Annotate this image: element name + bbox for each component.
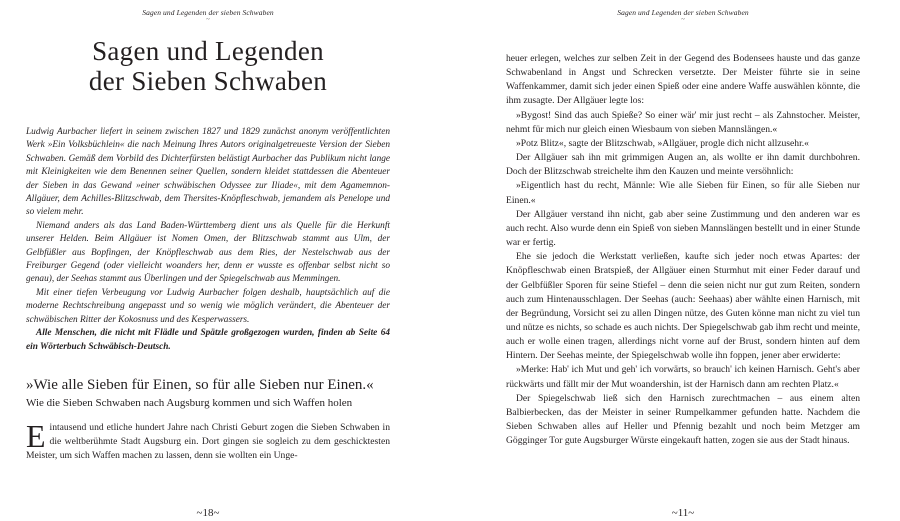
page-number: ~18~: [196, 507, 220, 519]
ornament: ~: [681, 17, 685, 23]
right-page: [450, 0, 900, 521]
intro-paragraph: Alle Menschen, die nicht mit Flädle und Spätzle großgezogen wurden, finden ab Seite 64 ein Wörterbuch Schwäbisch-Deutsch.: [26, 328, 390, 352]
title-line-1: Sagen und Legenden: [92, 36, 324, 66]
intro-paragraph: Mit einer tiefen Verbeugung vor Ludwig Aurbacher folgen deshalb, hauptsächlich auf die moderne Rechtschreibung angepasst und so wenig wie möglich verändert, die Abenteuer der schwäbischen Ritter der Kokosnuss und des Kesperwassers.: [26, 287, 390, 325]
drop-cap: E: [26, 417, 46, 454]
body-paragraph: Der Allgäuer verstand ihn nicht, gab aber seine Zustimmung und den anderen war es auch recht. Also wurde denn ein Spieß von sieben Mannslängen bestellt und in einer Stunde war er fertig.: [506, 208, 860, 249]
intro-paragraph: Niemand anders als das Land Baden-Württemberg dient uns als Quelle für die Herkunft unserer Helden. Beim Allgäuer ist Nomen Omen, der Blitzschwab stammt aus Ulm, der Gelbfüßler aus Bopfingen, der Knöpfleschwab aus dem Ries, der Nestelschwab aus der Freiburger Gegend (oder vielleicht woanders her, denn er wusste es offenbar selbst nicht so genau), der Seehas stammt aus Überlingen und der Spiegelschwab aus Memmingen.: [26, 220, 390, 285]
body-paragraph: Der Spiegelschwab ließ sich den Harnisch zurechtmachen – aus einem alten Balbierbecken, das der Meister in seiner Rumpelkammer gefunden hatte. Nachdem die Sieben Schwaben alles auf Heller und Pfennig bezahlt und noch beim Metzger am Gögginger Tor gute Augsburger Würste eingekauft hatten, zogen sie aus der Stadt hinaus.: [506, 392, 860, 447]
ornament: ~: [206, 17, 210, 23]
chapter-subtitle: Wie die Sieben Schwaben nach Augsburg kommen und sich Waffen holen: [26, 396, 353, 409]
running-head: Sagen und Legenden der sieben Schwaben: [617, 8, 749, 17]
story-paragraph-text: intausend und etliche hundert Jahre nach Christi Geburt zogen die Sieben Schwaben in die weltberühmte Stadt Augsburg ein. Dort gingen sie sogleich zu dem geschicktesten Meister, um sich Waffen machen zu lassen, denn sie wollten ein Unge-: [26, 421, 390, 462]
body-paragraph: heuer erlegen, welches zur selben Zeit in der Gegend des Bodensees hauste und das ganze Schwabenland in Angst und Schrecken versetzte. Der Meister führte sie in seine Waffenkammer, damit sich jeder einen Spieß oder eine andere Waffe auswählen könnte, die ihm zusagte. Der Allgäuer legte los:: [506, 53, 860, 107]
body-paragraph: Der Allgäuer sah ihn mit grimmigen Augen an, als wollte er ihn damit durchbohren. Doch der Blitzschwab streichelte ihm den Kauzen und meinte versöhnlich:: [506, 152, 860, 178]
page-title: [26, 36, 390, 96]
intro-paragraph: Ludwig Aurbacher liefert in seinem zwischen 1827 und 1829 zunächst anonym veröffentlichten Werk »Ein Volksbüchlein« die nach Meinung Ihres Autors originalgetreueste Version der Sieben Schwaben. Gemäß dem Vorbild des Dichterfürsten belästigt Aurbacher das Publikum nicht lange mit Kleinigkeiten wie dem Benennen seiner Quellen, sondern kleidet stattdessen die Abenteuer der Sieben in das Gewand »einer schwäbischen Odyssee zur Iliade«, mit dem Agamemnon-Allgäuer, dem Achilles-Blitzschwab, dem Thersites-Knöpfleschwab, jemandem als Penelope und so vielem mehr.: [26, 127, 390, 218]
body-paragraph: »Bygost! Sind das auch Spieße? So einer wär' mir just recht – als Zahnstocher. Meister, nehmt für mich nur gleich einen Wiesbaum von sieben Mannslängen.«: [506, 109, 860, 135]
intro-text: [26, 126, 390, 354]
title-line-2: der Sieben Schwaben: [88, 66, 328, 96]
body-paragraph: »Eigentlich hast du recht, Männle: Wie alle Sieben für Einen, so für alle Sieben nur Einen.«: [506, 180, 860, 206]
body-text: [506, 52, 860, 448]
body-paragraph: Ehe sie jedoch die Werkstatt verließen, kaufte sich jeder noch etwas Apartes: der Knöpfleschwab einen Bratspieß, der Allgäuer einen Sturmhut mit einer Feder darauf und der Gelbfüßler Sporen für seine Stiefel – denn die seien nicht nur gut zum Reiten, sondern auch zum Hintenausschlagen. Der Seehas (auch: Seehaas) aber wählte einen Harnisch, mit der Begründung, Vorsicht sei zu allen Dingen nütze, des Guten könne man nicht zu viel tun und nütze es nichts, so schade es auch nichts. Der Spiegelschwab gab ihm recht und meinte, auch er wolle einen tragen, allerdings nicht vorne auf der Brust, sondern hinten auf dem Hintern. Der Seehas meinte, der Spiegelschwab wolle ihn foppen, jener aber erwiderte:: [506, 251, 860, 362]
story-text: [26, 417, 390, 464]
chapter-title: »Wie alle Sieben für Einen, so für alle Sieben nur Einen.«: [26, 376, 374, 393]
body-paragraph: »Merke: Hab' ich Mut und geh' ich vorwärts, so brauch' ich keinen Harnisch. Geht's aber rückwärts und fällt mir der Mut woandershin, ist der Harnisch dann am rechten Platz.«: [506, 364, 860, 390]
story-paragraph: [26, 417, 390, 464]
body-paragraph: »Potz Blitz«, sagte der Blitzschwab, »Allgäuer, progle dich nicht allzusehr.«: [516, 137, 809, 149]
running-head: Sagen und Legenden der sieben Schwaben: [142, 8, 274, 17]
page-number: ~11~: [671, 507, 695, 519]
